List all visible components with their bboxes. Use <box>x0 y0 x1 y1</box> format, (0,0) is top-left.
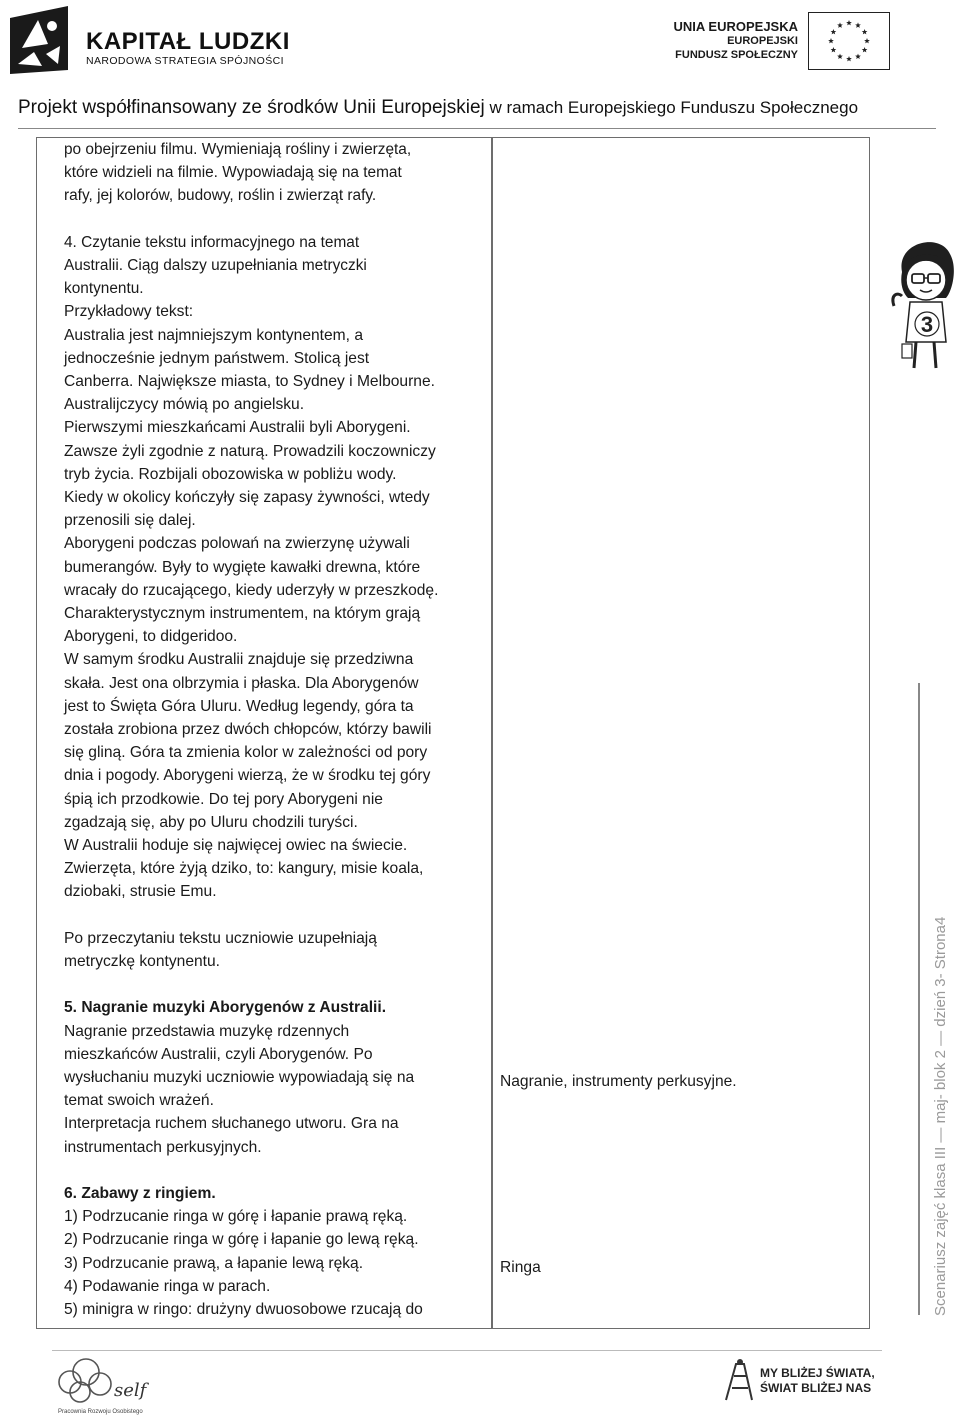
text-line: rafy, jej kolorów, budowy, roślin i zwierząt rafy. <box>64 187 377 205</box>
text-line: się gliną. Góra ta zmienia kolor w zależności od pory <box>64 744 428 762</box>
ue-line2: EUROPEJSKI <box>727 35 798 47</box>
project-line-part1: Projekt współfinansowany ze środków Unii Europejskiej <box>18 97 485 118</box>
text-line: Pierwszymi mieszkańcami Australii byli Aborygeni. <box>64 419 411 437</box>
text-line: zgadzają się, aby po Uluru chodzili turyści. <box>64 813 358 831</box>
text-line: instrumentach perkusyjnych. <box>64 1138 262 1156</box>
text-line: Po przeczytaniu tekstu uczniowie uzupełniają <box>64 929 377 947</box>
text-line: W Australii hoduje się najwięcej owiec na świecie. <box>64 837 408 855</box>
australia-text <box>64 300 484 903</box>
page-footer-vertical-label: Scenariusz zajęć klasa III — maj- blok 2 — dzień 3- Strona4 <box>932 916 949 1316</box>
list-item: 3) Podrzucanie prawą, a łapanie lewą ręką. <box>64 1254 364 1272</box>
text-line: bumerangów. Były to wygięte kawałki drewna, które <box>64 558 421 576</box>
project-line-part2: w ramach Europejskiego Funduszu Społecznego <box>484 98 859 117</box>
motto-line2: ŚWIAT BLIŻEJ NAS <box>760 1381 872 1395</box>
eu-fund-label <box>674 20 798 62</box>
text-line: dziobaki, strusie Emu. <box>64 883 217 901</box>
text-line: Kiedy w okolicy kończyły się zapasy żywności, wtedy <box>64 489 430 507</box>
text-line: Przykładowy tekst: <box>64 303 194 321</box>
ring-games-list <box>64 1205 484 1321</box>
materials-step-5: Nagranie, instrumenty perkusyjne. <box>500 1073 737 1090</box>
text-line: Canberra. Największe miasta, to Sydney i Melbourne. <box>64 373 435 391</box>
lesson-steps-column <box>64 138 484 1321</box>
list-item: 4) Podawanie ringa w parach. <box>64 1277 271 1295</box>
text-line: Aborygeni podczas polowań na zwierzynę używali <box>64 535 410 553</box>
step-4-heading <box>64 231 484 301</box>
paragraph-film <box>64 138 484 208</box>
text-line: dnia i pogody. Aborygeni wierzą, że w środku tej góry <box>64 767 431 785</box>
text-line: Australijczycy mówią po angielsku. <box>64 396 305 414</box>
paragraph-after-reading <box>64 927 484 973</box>
column-divider <box>491 138 493 1328</box>
text-line: Aborygeni, to didgeridoo. <box>64 628 238 646</box>
text-line: wracały do rzucającego, kiedy uderzyły w przeszkodę. <box>64 581 439 599</box>
text-line: 4. Czytanie tekstu informacyjnego na temat <box>64 233 360 251</box>
text-line: mieszkańców Australii, czyli Aborygenów. Po <box>64 1045 373 1063</box>
step-5-heading: 5. Nagranie muzyki Aborygenów z Australii. <box>64 999 387 1017</box>
eu-flag-icon <box>808 12 890 70</box>
paragraph-music <box>64 1020 484 1159</box>
kapital-ludzki-logo-icon <box>8 4 70 76</box>
step-6-heading: 6. Zabawy z ringiem. <box>64 1185 216 1203</box>
text-line: kontynentu. <box>64 280 144 298</box>
motto-line1: MY BLIŻEJ ŚWIATA, <box>760 1366 875 1380</box>
list-item: 1) Podrzucanie ringa w górę i łapanie prawą ręką. <box>64 1208 408 1226</box>
logo-title: KAPITAŁ LUDZKI <box>86 28 290 55</box>
header-divider <box>18 128 936 129</box>
text-line: została zrobiona przez dwóch chłopców, którzy bawili <box>64 721 432 739</box>
text-line: Zawsze żyli zgodnie z naturą. Prowadzili koczowniczy <box>64 442 436 460</box>
text-line: jednocześnie jednym państwem. Stolicą jest <box>64 349 370 367</box>
mascot-girl-icon <box>888 232 960 374</box>
ue-line3: FUNDUSZ SPOŁECZNY <box>675 49 798 61</box>
text-line: skała. Jest ona olbrzymia i płaska. Dla Aborygenów <box>64 674 419 692</box>
text-line: jest to Święta Góra Uluru. Według legendy, góra ta <box>64 697 414 715</box>
side-vertical-rule <box>918 683 920 1315</box>
list-item: 2) Podrzucanie ringa w górę i łapanie go lewą ręką. <box>64 1231 419 1249</box>
text-line: tryb życia. Rozbijali obozowiska w pobliżu wody. <box>64 465 397 483</box>
text-line: wysłuchaniu muzyki uczniowie wypowiadają się na <box>64 1069 415 1087</box>
self-caption: Pracownia Rozwoju Osobistego <box>58 1409 143 1415</box>
list-item: 5) minigra w ringo: drużyny dwuosobowe rzucają do <box>64 1301 423 1319</box>
text-line: Charakterystycznym instrumentem, na którym grają <box>64 605 421 623</box>
text-line: Zwierzęta, które żyją dziko, to: kangury, misie koala, <box>64 860 424 878</box>
mascot-number: 3 <box>920 312 934 337</box>
text-line: śpią ich przodkowie. Do tej pory Aborygeni nie <box>64 790 383 808</box>
ladder-figure-icon <box>722 1358 754 1402</box>
motto <box>760 1366 875 1396</box>
page-header <box>0 0 960 132</box>
footer-divider <box>52 1350 882 1351</box>
lesson-table <box>36 137 870 1329</box>
logo-subtitle: NARODOWA STRATEGIA SPÓJNOŚCI <box>86 55 284 67</box>
text-line: temat swoich wrażeń. <box>64 1092 214 1110</box>
project-cofinancing-line <box>18 97 858 119</box>
text-line: po obejrzeniu filmu. Wymieniają rośliny i zwierzęta, <box>64 141 412 158</box>
materials-step-6: Ringa <box>500 1259 541 1276</box>
text-line: Australia jest najmniejszym kontynentem, a <box>64 326 364 344</box>
text-line: W samym środku Australii znajduje się przedziwna <box>64 651 414 669</box>
self-logo-text: self <box>114 1380 147 1401</box>
self-logo-icon <box>56 1352 156 1414</box>
text-line: Australii. Ciąg dalszy uzupełniania metryczki <box>64 257 367 274</box>
text-line: Interpretacja ruchem słuchanego utworu. Gra na <box>64 1115 399 1133</box>
ue-line1: UNIA EUROPEJSKA <box>673 19 798 34</box>
text-line: które widzieli na filmie. Wypowiadają się na temat <box>64 164 402 182</box>
text-line: przenosili się dalej. <box>64 512 196 530</box>
text-line: metryczkę kontynentu. <box>64 953 221 971</box>
text-line: Nagranie przedstawia muzykę rdzennych <box>64 1022 350 1040</box>
